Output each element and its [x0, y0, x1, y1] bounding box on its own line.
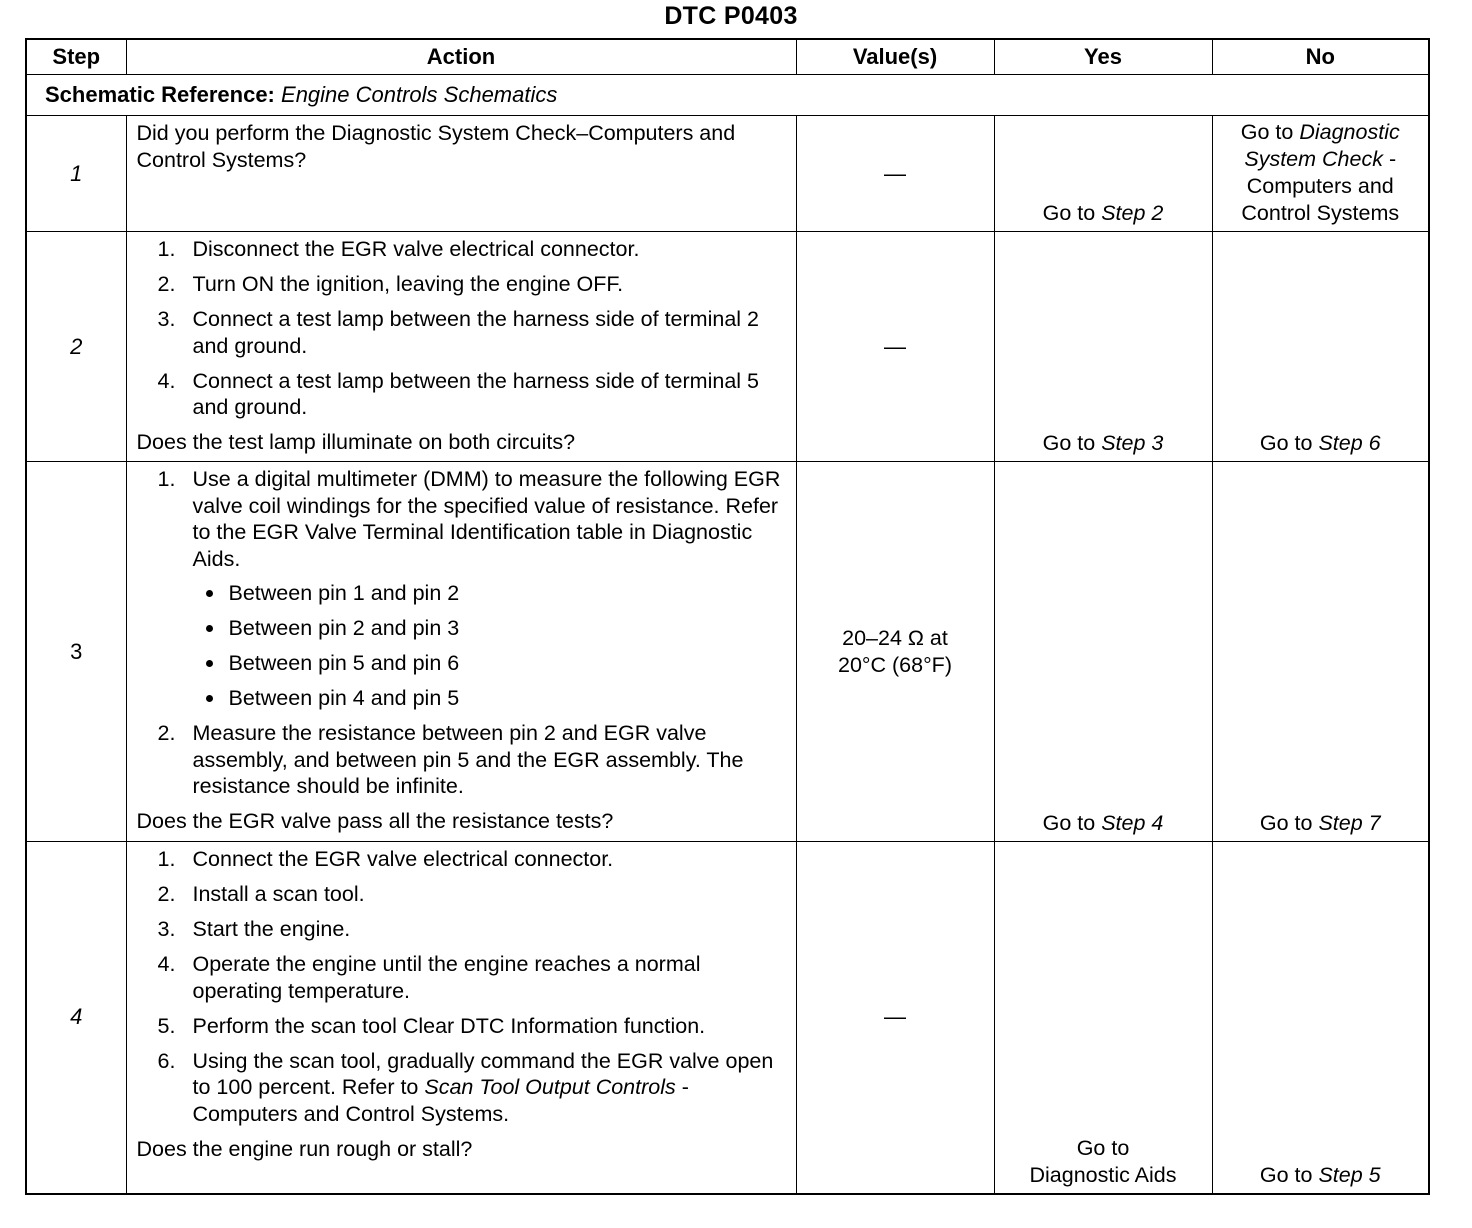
- no-link-diagnostic-system-check[interactable]: Diagnostic System Check: [1244, 120, 1400, 171]
- schematic-reference-label: Schematic Reference:: [45, 82, 275, 107]
- yes-cell: [994, 842, 1212, 1194]
- value-cell: [796, 232, 994, 462]
- bullet-item: Between pin 1 and pin 2: [193, 580, 788, 607]
- action-item: 4. Operate the engine until the engine reaches a normal operating temperature.: [157, 952, 701, 1003]
- value-dash: —: [884, 333, 906, 359]
- step-number: 3: [26, 462, 126, 842]
- no-prefix: Go to: [1259, 431, 1313, 455]
- page-title: DTC P0403: [664, 2, 798, 30]
- yes-link-step-4[interactable]: Step 4: [1101, 811, 1164, 835]
- no-suffix: - Computers and Control Systems: [1241, 147, 1400, 225]
- value-line: 20–24 Ω at: [842, 625, 948, 650]
- yes-cell: [994, 462, 1212, 842]
- action-item: 1. Connect the EGR valve electrical connector.: [157, 847, 614, 871]
- yes-link-step-3[interactable]: Step 3: [1101, 431, 1164, 455]
- action-cell: [126, 842, 796, 1194]
- value-line: 20°C (68°F): [838, 652, 952, 677]
- pin-list: [193, 580, 788, 712]
- action-item: 1. Disconnect the EGR valve electrical connector.: [157, 237, 640, 261]
- no-prefix: Go to: [1259, 811, 1313, 835]
- action-item: 6. Using the scan tool, gradually command the EGR valve open to 100 percent. Refer to Scan Tool Output Controls - Computers and Control Systems.: [157, 1048, 774, 1126]
- question: Did you perform the Diagnostic System Check–Computers and Control Systems?: [136, 121, 736, 172]
- value-cell: [796, 462, 994, 842]
- no-link-step-7[interactable]: Step 7: [1318, 811, 1381, 835]
- header-yes: Yes: [994, 39, 1212, 75]
- action-cell: [126, 462, 796, 842]
- yes-prefix: Go to: [1042, 431, 1096, 455]
- step-number: 2: [26, 232, 126, 462]
- yes-prefix: Go to: [1042, 201, 1096, 225]
- no-cell: [1212, 116, 1429, 232]
- action-item: 2. Turn ON the ignition, leaving the engine OFF.: [157, 272, 624, 296]
- schematic-reference-link[interactable]: Engine Controls Schematics: [281, 82, 558, 107]
- table-row: [26, 842, 1429, 1194]
- action-item: 3. Connect a test lamp between the harness side of terminal 2 and ground.: [157, 307, 759, 358]
- value-dash: —: [884, 160, 906, 186]
- step-number: 1: [26, 116, 126, 232]
- yes-prefix: Go to: [1042, 811, 1096, 835]
- no-cell: [1212, 462, 1429, 842]
- action-cell: [126, 116, 796, 232]
- yes-link-diagnostic-aids[interactable]: Diagnostic Aids: [1029, 1162, 1177, 1187]
- table-row: [26, 462, 1429, 842]
- no-prefix: Go to: [1240, 120, 1294, 144]
- step-number: 4: [26, 842, 126, 1194]
- action-list: [137, 466, 788, 800]
- schematic-reference: [26, 75, 1429, 116]
- action-list: [137, 236, 788, 421]
- action-item: 5. Perform the scan tool Clear DTC Information function.: [157, 1013, 706, 1038]
- question: Does the EGR valve pass all the resistance tests?: [136, 809, 614, 833]
- no-prefix: Go to: [1259, 1162, 1313, 1187]
- action-item: 2. Install a scan tool.: [157, 882, 365, 906]
- action-item: 2. Measure the resistance between pin 2 and EGR valve assembly, and between pin 5 and the EGR assembly. The resistance should be infinite.: [157, 721, 744, 798]
- scan-tool-output-controls-link[interactable]: Scan Tool Output Controls: [424, 1075, 676, 1099]
- action-item: 4. Connect a test lamp between the harness side of terminal 5 and ground.: [157, 368, 759, 419]
- no-cell: [1212, 842, 1429, 1194]
- header-no: No: [1212, 39, 1429, 75]
- yes-prefix: Go to: [1076, 1135, 1130, 1160]
- yes-link-step-2[interactable]: Step 2: [1101, 201, 1164, 225]
- no-cell: [1212, 232, 1429, 462]
- yes-cell: [994, 232, 1212, 462]
- schematic-reference-row: [26, 75, 1429, 116]
- table-row: [26, 116, 1429, 232]
- header-values: Value(s): [796, 39, 994, 75]
- value-cell: [796, 116, 994, 232]
- bullet-item: Between pin 5 and pin 6: [193, 650, 788, 677]
- action-item: 1. Use a digital multimeter (DMM) to measure the following EGR valve coil windings for the specified value of resistance. Refer to the EGR Valve Terminal Identification table in Diagnostic Aids. Between pin 1 and pin 2 Between pin 2 and pin 3 Between pin 5 and pin 6 Between pin 4 and pin 5: [137, 466, 788, 712]
- table-row: [26, 232, 1429, 462]
- question: Does the engine run rough or stall?: [136, 1136, 473, 1161]
- action-list: [137, 846, 788, 1127]
- question: Does the test lamp illuminate on both circuits?: [136, 430, 576, 454]
- bullet-item: Between pin 4 and pin 5: [193, 685, 788, 712]
- yes-cell: [994, 116, 1212, 232]
- header-step: Step: [26, 39, 126, 75]
- header-row: [26, 39, 1429, 75]
- header-action: Action: [126, 39, 796, 75]
- bullet-item: Between pin 2 and pin 3: [193, 615, 788, 642]
- value-dash: —: [884, 1004, 906, 1030]
- dtc-table: [25, 38, 1430, 1195]
- action-cell: [126, 232, 796, 462]
- value-cell: [796, 842, 994, 1194]
- no-link-step-5[interactable]: Step 5: [1318, 1162, 1381, 1187]
- no-link-step-6[interactable]: Step 6: [1318, 431, 1381, 455]
- action-item: 3. Start the engine.: [157, 917, 351, 941]
